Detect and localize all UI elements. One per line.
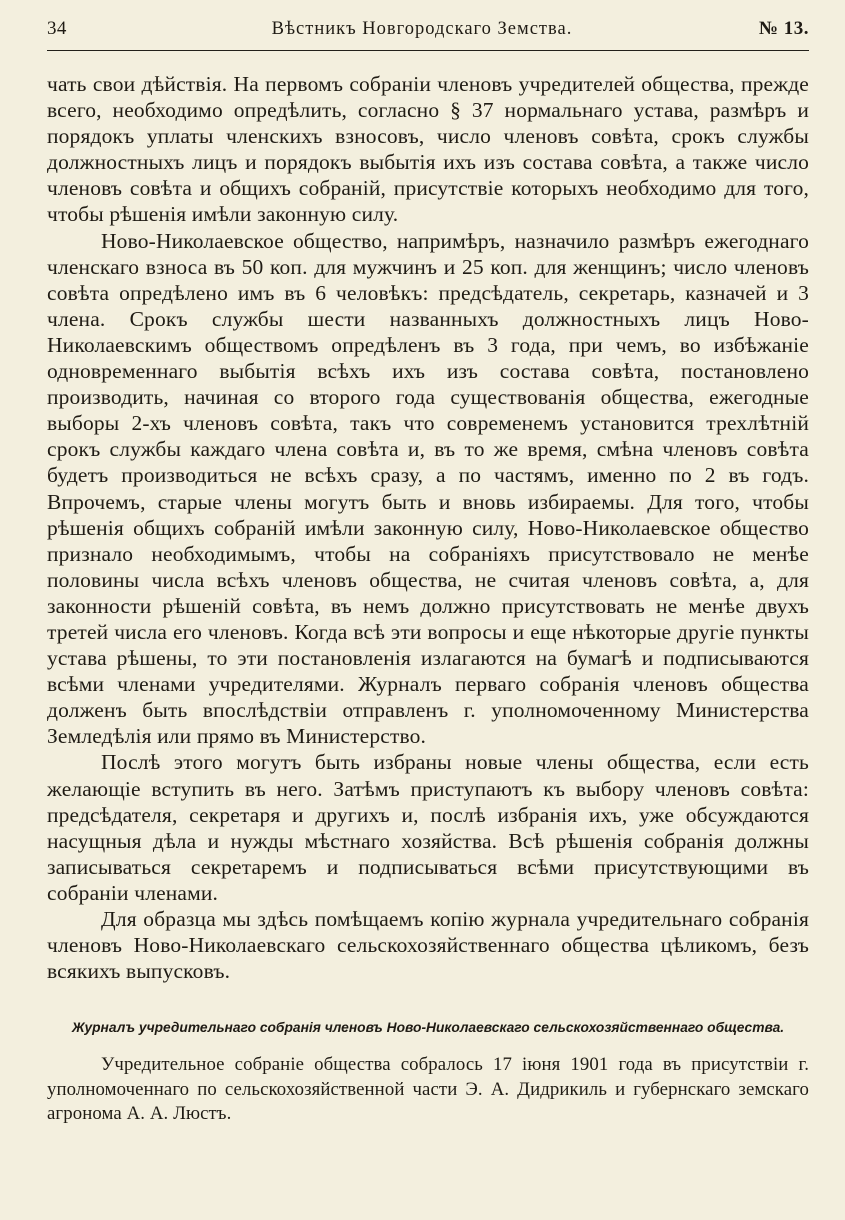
running-header — [47, 18, 809, 48]
page-number: 34 — [47, 18, 67, 39]
article-body — [47, 71, 809, 984]
journal-opening-text: Учредительное собраніе общества собралось 17 іюня 1901 года въ присутствіи г. уполномоченнаго по сельскохозяйственной части Э. А. Дидрикиль и губернскаго земскаго агронома А. А. Люстъ. — [47, 1054, 809, 1125]
paragraph-novo-nikolaevsk-example: Ново-Николаевское общество, напримѣръ, назначило размѣръ ежегоднаго членскаго взноса въ 50 коп. для мужчинъ и 25 коп. для женщинъ; число членовъ совѣта опредѣлено имъ въ 6 человѣкъ: предсѣдатель, секретарь, казначей и 3 члена. Срокъ службы шести названныхъ должностныхъ лицъ Ново-Николаевскимъ обществомъ опредѣленъ въ 3 года, при чемъ, во избѣжаніе одновременнаго выбытія всѣхъ ихъ изъ состава совѣта, постановлено производить, начиная со второго года существованія общества, ежегодные выборы 2-хъ членовъ совѣта, такъ что современемъ установится трехлѣтній срокъ службы каждаго члена совѣта и, въ то же время, смѣна членовъ совѣта будетъ производиться не всѣхъ сразу, а по частямъ, именно по 2 въ годъ. Впрочемъ, старые члены могутъ быть и вновь избираемы. Для того, чтобы рѣшенія общихъ собраній имѣли законную силу, Ново-Николаевское общество признало необходимымъ, чтобы на собраніяхъ присутствовало не менѣе половины числа всѣхъ членовъ общества, не считая членовъ совѣта, а, для законности рѣшеній совѣта, въ немъ должно присутствовать не менѣе двухъ третей числа его членовъ. Когда всѣ эти вопросы и еще нѣкоторые другіе пункты устава рѣшены, то эти постановленія излагаются на бумагѣ и подписываются всѣми членами учредителями. Журналъ перваго собранія членовъ общества долженъ быть впослѣдствіи отправленъ г. уполномоченному Министерства Земледѣлія или прямо въ Министерство. — [47, 228, 809, 749]
paragraph-journal-copy-intro: Для образца мы здѣсь помѣщаемъ копію журнала учредительнаго собранія членовъ Ново-Николаевскаго сельскохозяйственнаго общества цѣликомъ, безъ всякихъ выпусковъ. — [47, 907, 809, 984]
journal-running-title: Вѣстникъ Новгородскаго Земства. — [271, 19, 573, 39]
header-divider — [47, 50, 809, 51]
journal-title: Журналъ учредительнаго собранія членовъ Ново-Николаевскаго сельскохозяйственнаго общества. — [71, 1020, 785, 1036]
issue-number: № 13. — [758, 18, 809, 39]
paragraph-continuation: чать свои дѣйствія. На первомъ собраніи членовъ учредителей общества, прежде всего, необходимо опредѣлить, согласно § 37 нормальнаго устава, размѣръ и порядокъ уплаты членскихъ взносовъ, число членовъ совѣта, срокъ службы должностныхъ лицъ и порядокъ выбытія ихъ изъ состава совѣта, а также число членовъ совѣта и общихъ собраній, присутствіе которыхъ необходимо для того, чтобы рѣшенія имѣли законную силу. — [47, 72, 809, 227]
paragraph-election-procedure: Послѣ этого могутъ быть избраны новые члены общества, если есть желающіе вступить въ него. Затѣмъ приступаютъ къ выбору членовъ совѣта: предсѣдателя, секретаря и другихъ и, послѣ избранія ихъ, уже обсуждаются насущныя дѣла и нужды мѣстнаго хозяйства. Всѣ рѣшенія собранія должны записываться секретаремъ и подписываться всѣми присутствующими въ собраніи членами. — [47, 750, 809, 905]
journal-section — [47, 1020, 809, 1127]
